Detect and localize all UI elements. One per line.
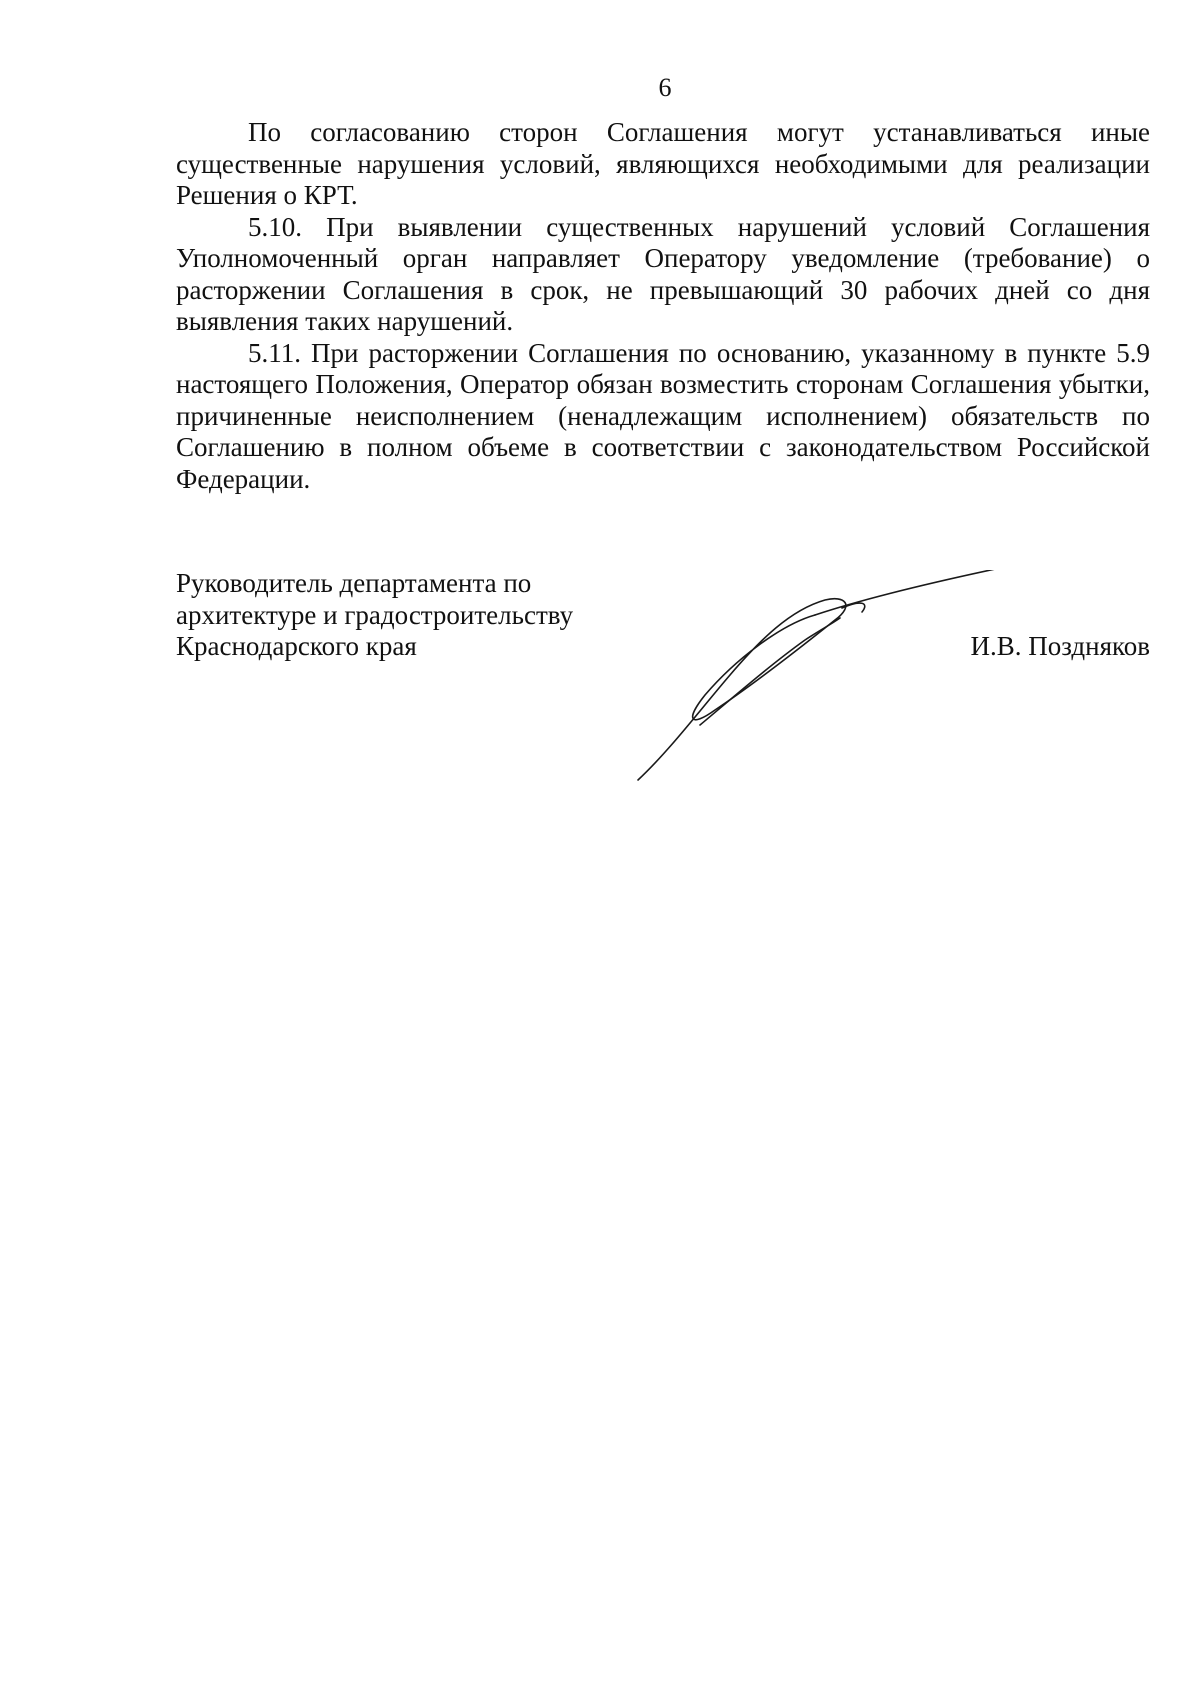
paragraph-5-11: 5.11. При расторжении Соглашения по основанию, указанному в пункте 5.9 настоящего Положения, Оператор обязан возместить сторонам Соглашения убытки, причиненные неисполнением (ненадлежащим исполнением) обязательств по Соглашению в полном объеме в соответствии с законодательством Российской Федерации. xyxy=(176,337,1150,494)
document-body xyxy=(176,117,1150,495)
signatory-name: И.В. Поздняков xyxy=(970,631,1150,661)
handwritten-signature xyxy=(630,570,1030,790)
paragraph-5-10: 5.10. При выявлении существенных нарушений условий Соглашения Уполномоченный орган направляет Оператору уведомление (требование) о расторжении Соглашения в срок, не превышающий 30 рабочих дней со дня выявления таких нарушений. xyxy=(176,211,1150,336)
signatory-title-line-3: Краснодарского края xyxy=(176,631,417,661)
signatory-title-line-1: Руководитель департамента по xyxy=(176,568,532,598)
paragraph-violations-agreement: По согласованию сторон Соглашения могут устанавливаться иные существенные нарушения условий, являющихся необходимыми для реализации Решения о КРТ. xyxy=(176,117,1150,210)
signatory-title-line-2: архитектуре и градостроительству xyxy=(176,599,574,630)
page-number: 6 xyxy=(658,73,672,102)
